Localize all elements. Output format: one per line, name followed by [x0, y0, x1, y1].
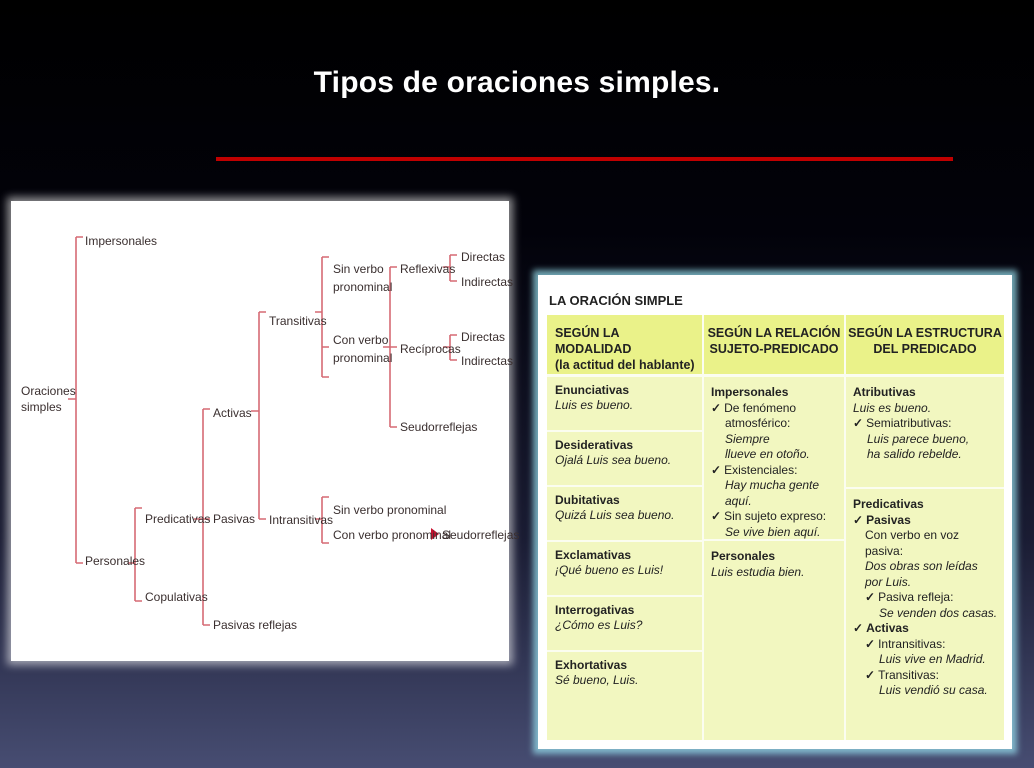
- transitivas-label: Transitivas:: [878, 667, 939, 682]
- row-name: Exhortativas: [555, 658, 628, 672]
- fenomeno-example: Siempre: [725, 431, 770, 446]
- table-row: [547, 542, 702, 597]
- semiatributivas-label: Semiatributivas:: [866, 416, 952, 430]
- column-header-relacion: [704, 315, 844, 377]
- sin-sujeto-label: Sin sujeto expreso:: [724, 509, 827, 523]
- tree-node-copulativas: Copulativas: [145, 590, 208, 604]
- tree-node-predicativas: Predicativas: [145, 512, 211, 526]
- semiatributivas-example: Luis parece bueno,: [867, 431, 970, 446]
- tree-node-root: Oraciones: [21, 384, 76, 398]
- tree-node-personales: Personales: [85, 554, 146, 568]
- tree-node-indirectas-b: Indirectas: [461, 354, 514, 368]
- table-row: [547, 377, 702, 432]
- predicativas-label: Predicativas: [853, 497, 924, 511]
- column-relacion: [702, 315, 844, 740]
- personales-example: Luis estudia bien.: [711, 564, 805, 579]
- tree-node-directas-b: Directas: [461, 330, 506, 344]
- tree-node-intr-seudo: Seudorreflejas: [442, 528, 520, 542]
- table-row: [547, 432, 702, 487]
- table-title: LA ORACIÓN SIMPLE: [549, 293, 683, 308]
- fenomeno-example-line2: llueve en otoño.: [725, 447, 810, 461]
- tree-node-impersonales: Impersonales: [85, 234, 158, 248]
- row-name: Exclamativas: [555, 548, 632, 562]
- atributivas-example: Luis es bueno.: [853, 400, 932, 415]
- check-icon: ✓: [711, 400, 722, 415]
- classification-tree: [11, 201, 520, 661]
- activas-label: Activas: [866, 621, 909, 635]
- header-line: SEGÚN LA ESTRUCTURA: [848, 326, 1002, 340]
- tree-node-con-verbo-line2: pronominal: [333, 351, 393, 365]
- personales-block: [704, 539, 844, 580]
- intransitivas-label: Intransitivas:: [878, 636, 946, 651]
- tree-node-pasivas-reflejas: Pasivas reflejas: [213, 618, 298, 632]
- tree-node-reflexivas: Reflexivas: [400, 262, 456, 276]
- fenomeno-label: De fenómeno: [724, 400, 797, 415]
- tree-node-sin-verbo: Sin verbo: [333, 262, 384, 276]
- check-icon: ✓: [853, 621, 864, 635]
- check-icon: ✓: [865, 636, 876, 651]
- row-name: Dubitativas: [555, 493, 620, 507]
- check-icon: ✓: [853, 416, 864, 430]
- tree-node-reciprocas: Recíprocas: [400, 342, 461, 356]
- existenciales-example: Hay mucha gente aquí.: [725, 478, 820, 508]
- impersonales-block: [704, 377, 844, 539]
- row-name: Desiderativas: [555, 438, 634, 452]
- header-line: DEL PREDICADO: [873, 342, 977, 356]
- header-line: SEGÚN LA MODALIDAD: [555, 326, 632, 356]
- row-name: Enunciativas: [555, 383, 630, 397]
- check-icon: ✓: [865, 590, 876, 604]
- pasivas-example: Dos obras son leídas: [865, 559, 978, 573]
- row-example: ¿Cómo es Luis?: [555, 618, 643, 632]
- atributivas-label: Atributivas: [853, 385, 916, 399]
- tree-node-transitivas: Transitivas: [269, 314, 327, 328]
- column-header-estructura: [846, 315, 1004, 377]
- tree-node-sin-verbo-line2: pronominal: [333, 280, 393, 294]
- pasivas-label: Pasivas: [866, 512, 911, 527]
- tree-node-intransitivas: Intransitivas: [269, 513, 334, 527]
- column-estructura: [844, 315, 1004, 740]
- tree-node-con-verbo: Con verbo: [333, 333, 389, 347]
- table-row: [547, 597, 702, 652]
- predicativas-block: [846, 487, 1004, 699]
- tree-node-seudorreflejas: Seudorreflejas: [400, 420, 478, 434]
- check-icon: ✓: [711, 509, 722, 523]
- oracion-simple-table-panel: [538, 275, 1012, 749]
- row-example: Ojalá Luis sea bueno.: [555, 453, 672, 467]
- header-line: SEGÚN LA RELACIÓN: [707, 326, 841, 340]
- personales-label: Personales: [711, 549, 776, 563]
- classification-tree-panel: [11, 201, 520, 661]
- slide-title: Tipos de oraciones simples.: [313, 66, 721, 99]
- row-example: Sé bueno, Luis.: [555, 673, 639, 687]
- impersonales-label: Impersonales: [711, 385, 789, 399]
- header-line: (la actitud del hablante): [555, 358, 695, 372]
- column-modalidad: [547, 315, 702, 740]
- sin-sujeto-example: Se vive bien aquí.: [725, 524, 821, 539]
- pasiva-refleja-label: Pasiva refleja:: [878, 590, 954, 604]
- atributivas-block: [846, 377, 1004, 487]
- row-example: ¡Qué bueno es Luis!: [555, 563, 664, 577]
- semiatributivas-example-line2: ha salido rebelde.: [867, 447, 962, 461]
- check-icon: ✓: [865, 667, 876, 682]
- column-header-modalidad: [547, 315, 702, 377]
- tree-node-activas: Activas: [213, 406, 252, 420]
- pasivas-example-line2: por Luis.: [865, 574, 912, 589]
- pasiva-refleja-example: Se venden dos casas.: [879, 605, 998, 620]
- tree-node-pasivas: Pasivas: [213, 512, 256, 526]
- row-example: Luis es bueno.: [555, 398, 634, 412]
- existenciales-label: Existenciales:: [724, 462, 798, 477]
- tree-node-intr-sin: Sin verbo pronominal: [333, 503, 447, 517]
- check-icon: ✓: [853, 512, 864, 527]
- row-name: Interrogativas: [555, 603, 635, 617]
- intransitivas-example: Luis vive en Madrid.: [879, 652, 986, 666]
- table-row: [547, 487, 702, 542]
- oracion-simple-table: [547, 315, 1004, 740]
- row-example: Quizá Luis sea bueno.: [555, 508, 675, 522]
- tree-node-directas-a: Directas: [461, 250, 506, 264]
- title-underline: [216, 157, 953, 161]
- pasivas-description: Con verbo en voz pasiva:: [865, 528, 960, 558]
- fenomeno-label-line2: atmosférico:: [725, 416, 791, 430]
- header-line: SUJETO-PREDICADO: [709, 342, 839, 356]
- table-row: [547, 652, 702, 707]
- tree-node-indirectas-a: Indirectas: [461, 275, 514, 289]
- transitivas-example: Luis vendió su casa.: [879, 683, 988, 697]
- tree-node-root-line2: simples: [21, 400, 62, 414]
- tree-node-intr-con: Con verbo pronominal: [333, 528, 452, 542]
- check-icon: ✓: [711, 462, 722, 477]
